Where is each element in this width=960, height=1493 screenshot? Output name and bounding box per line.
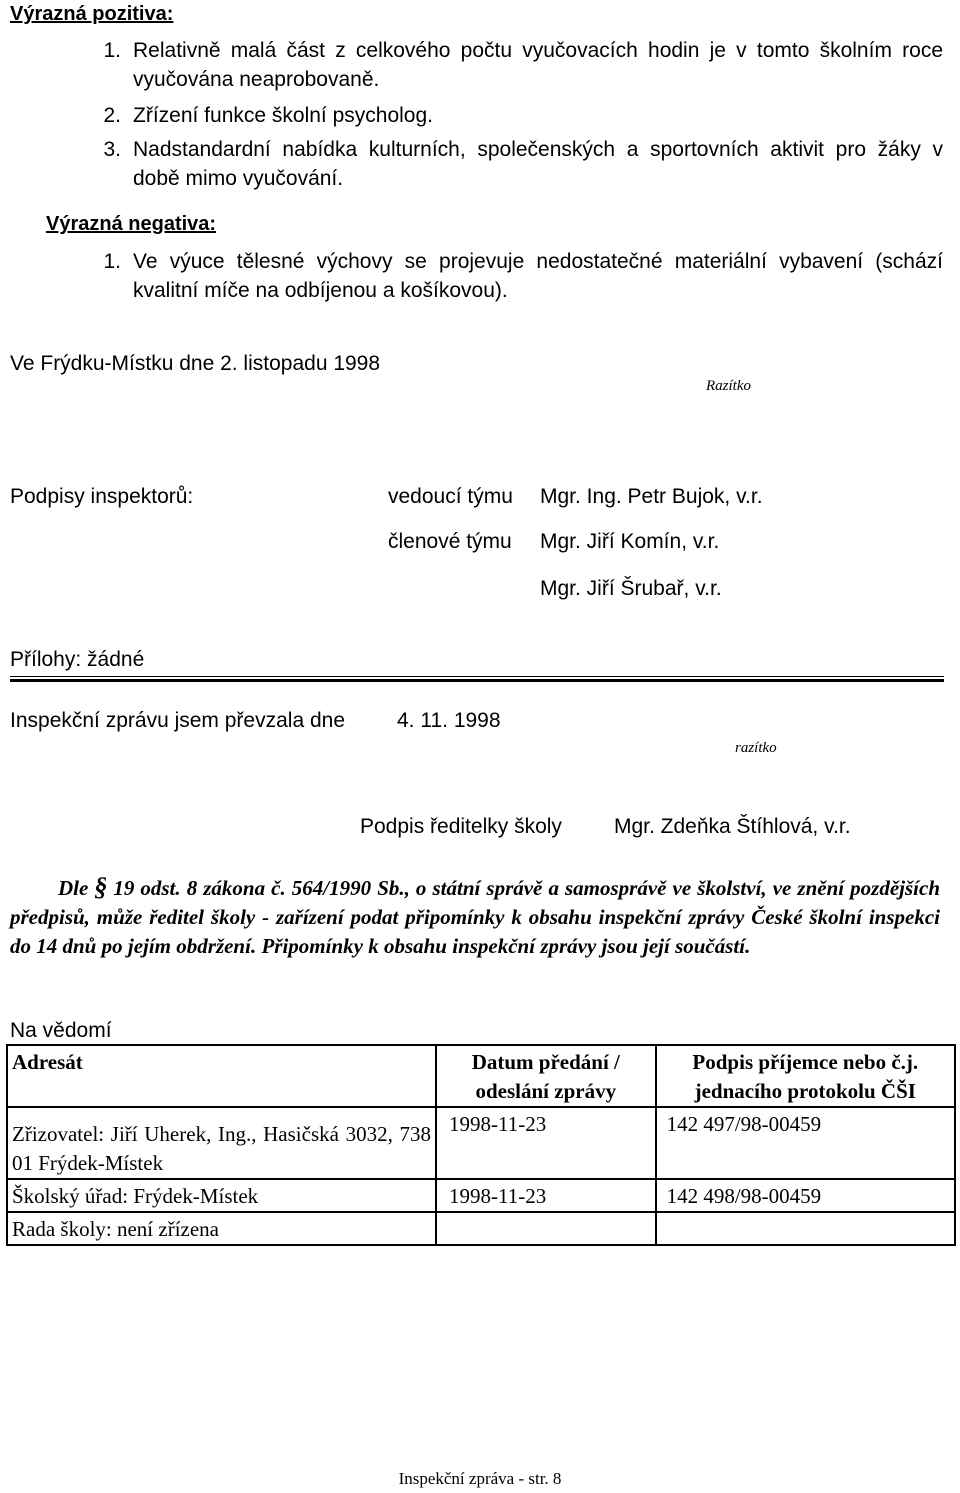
legal-note-body: 19 odst. 8 zákona č. 564/1990 Sb., o státní správě a samosprávě ve školství, ve znění pozdějších předpisů, může ředitel školy - zařízení podat připomínky k obsahu inspekční zprávy České školní inspekci do 14 dnů po jejím obdržení. Připomínky k obsahu inspekční zprávy jsou její součástí.	[10, 876, 940, 958]
stamp-label: Razítko	[706, 378, 751, 394]
column-header-signature: Podpis příjemce nebo č.j. jednacího protokolu ČŠI	[656, 1045, 955, 1107]
list-item-text: Relativně malá část z celkového počtu vyučovacích hodin je v tomto školním roce vyučována neaprobovaně.	[133, 39, 943, 91]
received-label: Inspekční zprávu jsem převzala dne	[10, 709, 346, 732]
table-cell-ref: 142 498/98-00459	[656, 1179, 955, 1212]
table-row	[7, 1212, 955, 1245]
list-item-text: Zřízení funkce školní psycholog.	[133, 104, 433, 127]
positives-heading: Výrazná pozitiva:	[10, 3, 174, 25]
table-cell-ref: 142 497/98-00459	[656, 1107, 955, 1179]
section-symbol: §	[94, 872, 108, 901]
negatives-heading: Výrazná negativa:	[46, 213, 217, 235]
list-item-number: 1.	[103, 39, 121, 62]
team-leader-name: Mgr. Ing. Petr Bujok, v.r.	[540, 485, 763, 508]
director-name: Mgr. Zdeňka Štíhlová, v.r.	[614, 815, 851, 838]
list-item-text: Nadstandardní nabídka kulturních, společenských a sportovních aktivit pro žáky v době mimo vyučování.	[133, 138, 943, 190]
team-member-1-name: Mgr. Jiří Komín, v.r.	[540, 530, 720, 553]
team-leader-role: vedoucí týmu	[388, 485, 513, 508]
table-cell-addressee: Rada školy: není zřízena	[7, 1212, 436, 1245]
table-cell-date	[436, 1212, 656, 1245]
legal-note	[10, 872, 940, 961]
list-item-number: 3.	[103, 138, 121, 161]
table-cell-date: 1998-11-23	[436, 1179, 656, 1212]
director-signature-label: Podpis ředitelky školy	[360, 815, 562, 838]
list-item-number: 2.	[103, 104, 121, 127]
distribution-table	[6, 1044, 956, 1246]
column-header-addressee: Adresát	[7, 1045, 436, 1107]
table-cell-ref	[656, 1212, 955, 1245]
team-members-role: členové týmu	[388, 530, 512, 553]
table-header-row	[7, 1045, 955, 1107]
place-and-date: Ve Frýdku-Místku dne 2. listopadu 1998	[10, 352, 381, 375]
divider	[10, 676, 944, 682]
table-cell-addressee: Školský úřad: Frýdek-Místek	[7, 1179, 436, 1212]
legal-note-prefix: Dle	[58, 876, 89, 900]
distribution-heading: Na vědomí	[10, 1019, 112, 1042]
list-item-text: Ve výuce tělesné výchovy se projevuje nedostatečné materiální vybavení (schází kvalitní míče na odbíjenou a košíkovou).	[133, 250, 943, 302]
signatures-label: Podpisy inspektorů:	[10, 485, 194, 508]
table-cell-addressee: Zřizovatel: Jiří Uherek, Ing., Hasičská 3032, 738 01 Frýdek-Místek	[7, 1107, 436, 1179]
received-date: 4. 11. 1998	[397, 709, 501, 732]
received-stamp-label: razítko	[735, 740, 777, 756]
list-item-number: 1.	[103, 250, 121, 273]
attachments: Přílohy: žádné	[10, 648, 145, 671]
page-footer: Inspekční zpráva - str. 8	[398, 1469, 562, 1488]
table-cell-date: 1998-11-23	[436, 1107, 656, 1179]
column-header-date: Datum předání / odeslání zprávy	[436, 1045, 656, 1107]
table-row	[7, 1179, 955, 1212]
table-row	[7, 1107, 955, 1179]
team-member-2-name: Mgr. Jiří Šrubař, v.r.	[540, 577, 722, 600]
